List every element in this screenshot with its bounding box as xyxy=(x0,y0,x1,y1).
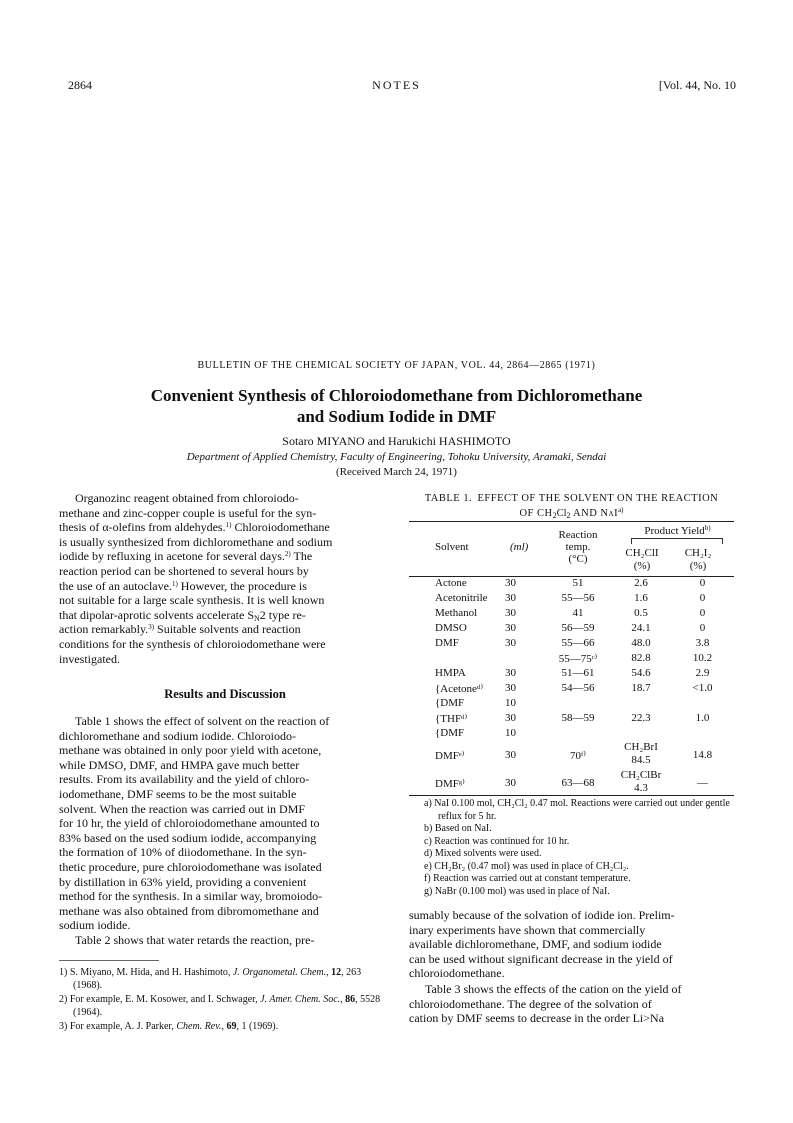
table-note: e) CH₂Br₂ (0.47 mol) was used in place of CH₂Cl₂. xyxy=(424,860,629,872)
cell-temp: 54—56 xyxy=(561,682,595,694)
cell-ch2cli: 54.6 xyxy=(631,667,651,679)
cell-ml: 30 xyxy=(505,749,516,761)
table-bottom-rule xyxy=(409,795,734,796)
table-row xyxy=(409,667,734,682)
cell-temp xyxy=(545,697,611,712)
running-section-title: NOTES xyxy=(372,78,421,92)
cell-ml: 10 xyxy=(505,697,516,709)
cell-ch2i2: 3.8 xyxy=(695,637,710,649)
cell-ml: 30 xyxy=(505,577,516,589)
cell-ch2i2: — xyxy=(697,777,708,789)
cell-ml: 30 xyxy=(505,712,516,724)
cell-solvent: {DMF xyxy=(435,697,465,709)
table-row xyxy=(409,577,734,592)
cell-ch2cli: 0.5 xyxy=(634,607,648,619)
cell-temp: 55—75ᶜ⁾ xyxy=(558,653,598,665)
cell-ch2cli xyxy=(611,727,671,742)
cell-ch2i2: 0 xyxy=(699,577,706,589)
received-date: (Received March 24, 1971) xyxy=(336,466,457,478)
cell-ml xyxy=(505,652,545,667)
table-header xyxy=(409,523,734,575)
right-paragraph-1: sumably because of the solvation of iodide ion. Prelim- inary experiments have shown that commercially available dichloromethane, DMF, and sodium iodide can be used without significant decrease in the yield of chloroiodomethane. xyxy=(409,908,675,981)
table-note: g) NaBr (0.100 mol) was used in place of NaI. xyxy=(424,885,610,897)
footnote-3: 3) For example, A. J. Parker, Chem. Rev., 69, 1 (1969). xyxy=(59,1021,279,1032)
cell-solvent: DMF xyxy=(435,637,459,649)
header-solvent: Solvent xyxy=(435,541,469,553)
cell-ml: 30 xyxy=(505,777,516,789)
cell-temp: 51 xyxy=(572,577,584,589)
header-ml: (ml) xyxy=(510,541,529,553)
cell-ml: 30 xyxy=(505,592,516,604)
table-row xyxy=(409,622,734,637)
cell-ch2cli xyxy=(611,697,671,712)
table-row xyxy=(409,712,734,727)
cell-ml: 10 xyxy=(505,727,516,739)
cell-ml: 30 xyxy=(505,607,516,619)
table-row xyxy=(409,637,734,652)
table-row xyxy=(409,697,734,712)
cell-ml: 30 xyxy=(505,667,516,679)
page-number: 2864 xyxy=(68,78,92,92)
cell-solvent: HMPA xyxy=(435,667,466,679)
cell-solvent: Acetonitrile xyxy=(435,592,488,604)
cell-solvent: {THFᵈ⁾ xyxy=(435,713,468,725)
table-note: f) Reaction was carried out at constant temperature. xyxy=(424,873,631,884)
cell-ch2i2 xyxy=(671,697,734,712)
table-row xyxy=(409,592,734,607)
cell-ch2i2: 14.8 xyxy=(692,749,713,761)
cell-temp xyxy=(545,727,611,742)
cell-ch2cli: 18.7 xyxy=(631,682,651,694)
cell-temp: 56—59 xyxy=(561,622,595,634)
cell-product: CH₂BrI 84.5 xyxy=(624,741,658,766)
footnotes xyxy=(59,966,391,1034)
volume-info: [Vol. 44, No. 10 xyxy=(658,78,736,92)
table-row xyxy=(409,727,734,742)
results-paragraph: Table 1 shows the effect of solvent on the reaction of dichloromethane and sodium iodide. Chloroiodo- methane was obtained in only poor yield with acetone, while DMSO, DMF, and HMPA gave much better results. From its availability and the yield of chloro- iodomethane, DMF seems to be the most suitable solvent. When the reaction was carried out in DMF for 10 hr, the yield of chloroiodomethane amounted to 83% based on the used sodium iodide, accompanying the formation of 10% of diiodomethane. In the syn- thetic procedure, pure chloroiodomethane was isolated by distillation in 63% yield, providing a convenient method for the synthesis. In a similar way, bromoiodo- methane was also obtained from dibromomethane and sodium iodide. Table 2 shows that water retards the reaction, pre- xyxy=(59,714,391,948)
cell-temp: 41 xyxy=(572,607,584,619)
table-top-rule xyxy=(409,521,734,522)
authors: Sotaro MIYANO and Harukichi HASHIMOTO xyxy=(282,434,511,448)
cell-ml: 30 xyxy=(505,682,516,694)
table-note: c) Reaction was continued for 10 hr. xyxy=(424,835,570,847)
table2-paragraph-start: Table 2 shows that water retards the reaction, pre- xyxy=(75,932,315,947)
intro-paragraph: Organozinc reagent obtained from chloroiodo- methane and zinc-copper couple is useful for the syn- thesis of α-olefins from aldehydes.$^{1)}$ Chloroiodomethane is usually synthesized from dichloromethane and sodium iodide by refluxing in acetone for several days.$^{2)}$ The reaction period can be shortened to several hours by the use of an autoclave.$^{1)}$ However, the procedure is not suitable for a large scale synthesis. It is well known that dipolar-aprotic solvents accelerate $S_N2$ type re- action remarkably.$^{3)}$ Suitable solvents and reaction conditions for the synthesis of chloroiodomethane were investigated. xyxy=(59,491,333,666)
header-ch2cli: CH₂ClI (%) xyxy=(625,547,659,572)
cell-ch2i2: <1.0 xyxy=(692,682,713,694)
cell-ml: 30 xyxy=(505,637,516,649)
table-row xyxy=(409,682,734,697)
cell-ch2i2: 10.2 xyxy=(692,652,713,664)
cell-ch2i2 xyxy=(671,727,734,742)
cell-solvent: {DMF xyxy=(435,727,465,739)
cell-ch2i2: 0 xyxy=(699,592,706,604)
cell-temp: 63—68 xyxy=(561,777,595,789)
table-note: a) NaI 0.100 mol, CH₂Cl₂ 0.47 mol. Reactions were carried out under gentle reflux for 5 hr. xyxy=(424,798,730,822)
cell-solvent: Methanol xyxy=(435,607,478,619)
cell-temp: 55—66 xyxy=(561,637,595,649)
cell-temp: 58—59 xyxy=(561,712,595,724)
table-caption: TABLE 1. EFFECT OF THE SOLVENT ON THE REACTION OF $CH_2Cl_2$ AND NaI$^{a)}$ xyxy=(424,493,719,520)
footnote-2: 2) For example, E. M. Kosower, and I. Schwager, J. Amer. Chem. Soc., 86, 5528 (1964). xyxy=(59,994,381,1018)
cell-ch2cli: 22.3 xyxy=(631,712,651,724)
cell-ch2i2: 2.9 xyxy=(695,667,710,679)
table-row xyxy=(409,607,734,622)
cell-temp: 70ᶠ⁾ xyxy=(570,750,586,762)
table-note: d) Mixed solvents were used. xyxy=(424,848,542,859)
section-heading: Results and Discussion xyxy=(164,687,286,701)
cell-solvent: {Acetoneᵈ⁾ xyxy=(435,683,484,695)
cell-ml: 30 xyxy=(505,622,516,634)
cell-solvent xyxy=(409,652,505,667)
cell-solvent: DMSO xyxy=(435,622,467,634)
cell-ch2cli: 24.1 xyxy=(631,622,651,634)
cell-solvent: Actone xyxy=(435,577,467,589)
cell-solvent: DMFᵉ⁾ xyxy=(435,750,465,762)
footnote-1: 1) S. Miyano, M. Hida, and H. Hashimoto, J. Organometal. Chem., 12, 263 (1968). xyxy=(59,967,362,991)
cell-temp: 55—56 xyxy=(561,592,595,604)
right-paragraph-2: Table 3 shows the effects of the cation on the yield of chloroiodomethane. The degree of the solvation of cation by DMF seems to decrease in the order Li>Na xyxy=(409,982,682,1026)
table-notes xyxy=(424,798,734,898)
table-row xyxy=(409,652,734,667)
article-title: Convenient Synthesis of Chloroiodomethane from Dichloromethane and Sodium Iodide in DMF xyxy=(150,386,643,426)
cell-ch2i2: 0 xyxy=(699,622,706,634)
table-body xyxy=(409,577,734,742)
yield-brace xyxy=(631,538,723,544)
journal-citation: BULLETIN OF THE CHEMICAL SOCIETY OF JAPAN, VOL. 44, 2864—2865 (1971) xyxy=(197,360,596,371)
cell-product: CH₂ClBr 4.3 xyxy=(620,769,662,794)
header-ch2i2: CH₂I₂ (%) xyxy=(684,547,712,572)
table-note: b) Based on NaI. xyxy=(424,823,492,834)
affiliation: Department of Applied Chemistry, Faculty of Engineering, Tohoku University, Aramaki, Sendai xyxy=(186,451,607,463)
table-row-dmf-e xyxy=(409,741,734,771)
cell-solvent: DMFᵍ⁾ xyxy=(435,778,465,790)
cell-ch2cli: 1.6 xyxy=(634,592,648,604)
header-product-yield: Product Yield$^{b)}$ xyxy=(644,524,711,537)
header-temp: Reaction temp. (°C) xyxy=(558,529,598,565)
cell-ch2cli: 82.8 xyxy=(631,652,651,664)
footnote-divider xyxy=(59,960,159,961)
cell-ch2cli: 2.6 xyxy=(634,577,648,589)
cell-ch2i2: 0 xyxy=(699,607,706,619)
cell-ch2cli: 48.0 xyxy=(631,637,651,649)
cell-temp: 51—61 xyxy=(561,667,595,679)
cell-ch2i2: 1.0 xyxy=(695,712,710,724)
